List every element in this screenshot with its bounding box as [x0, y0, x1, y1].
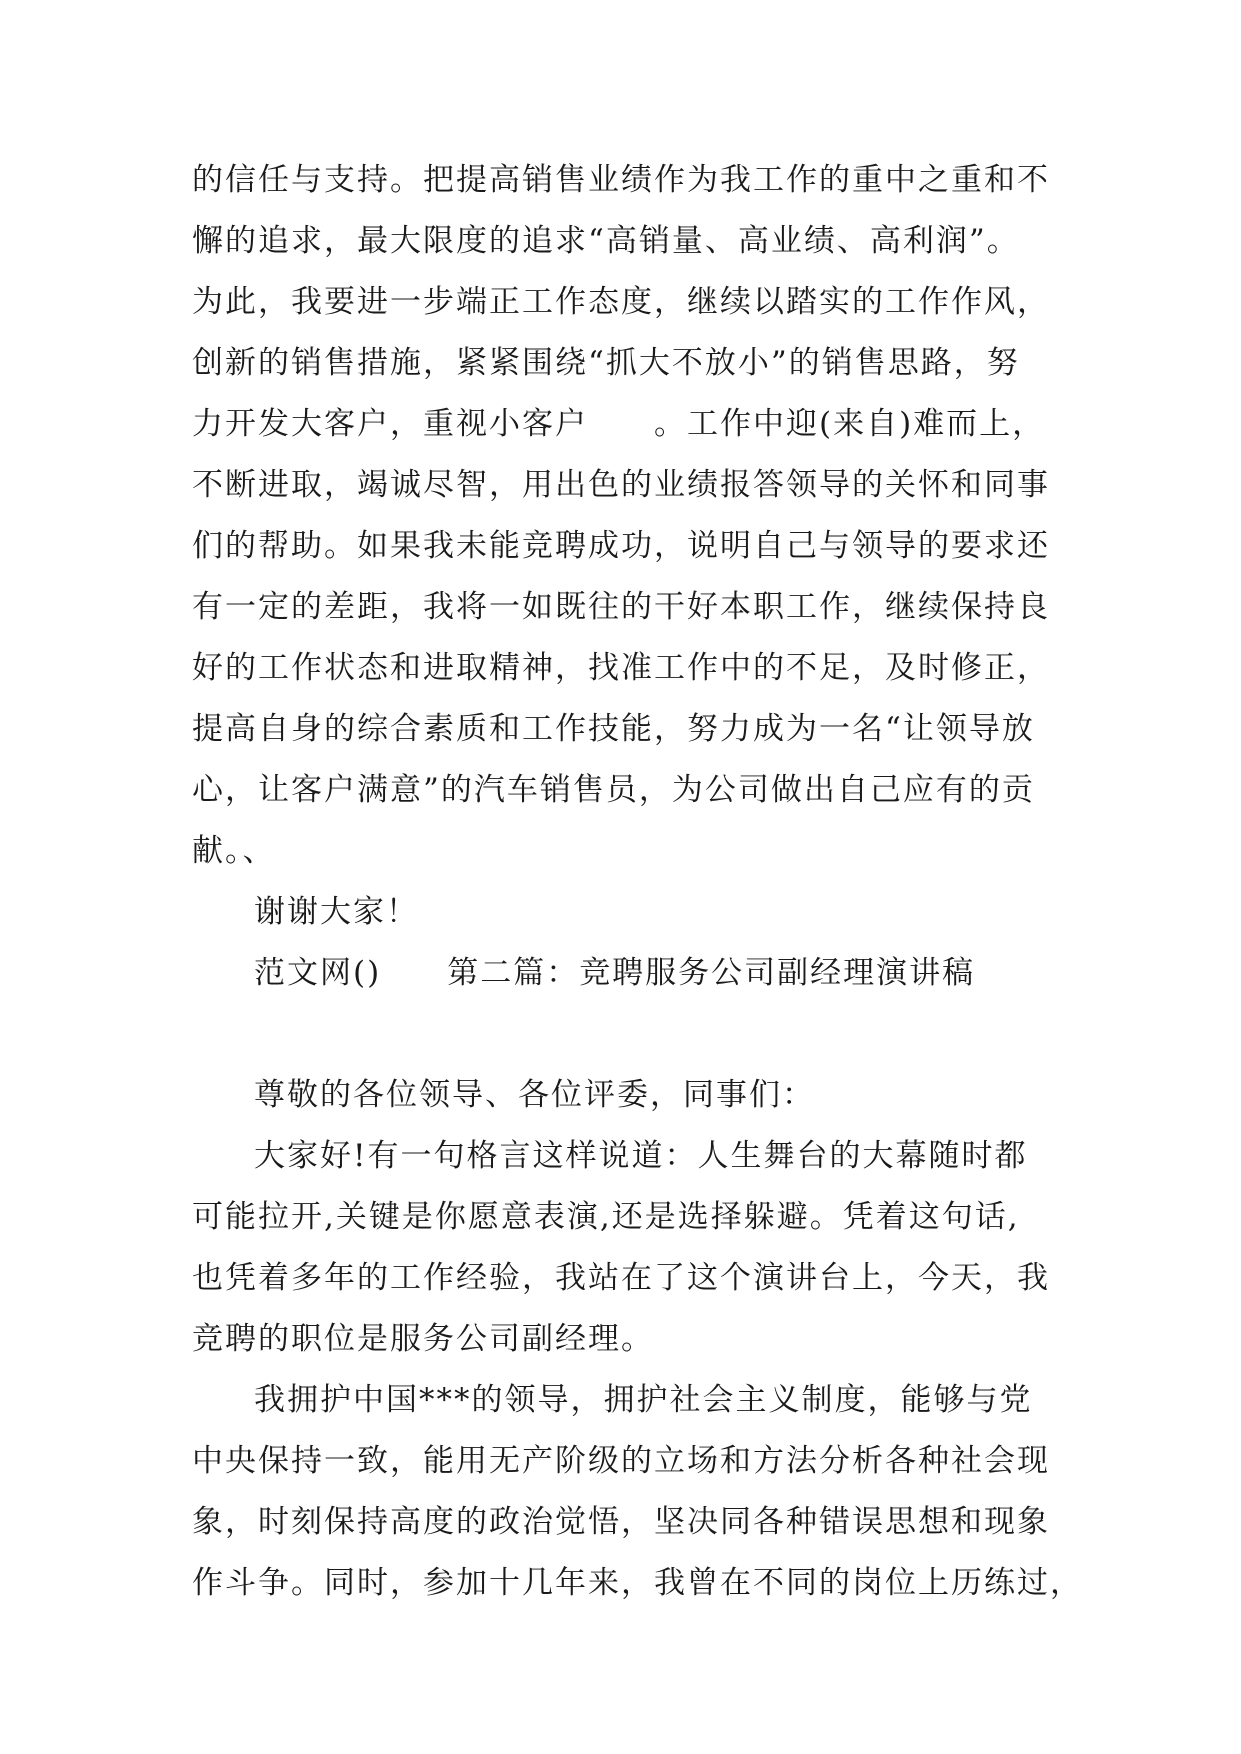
text-line: 大家好!有一句格言这样说道：人生舞台的大幕随时都: [254, 1138, 1028, 1174]
text-line: 懈的追求，最大限度的追求“高销量、高业绩、高利润”。: [192, 223, 1020, 259]
document-body: [192, 160, 1083, 1624]
text-line: 提高自身的综合素质和工作技能，努力成为一名“让领导放: [192, 711, 1035, 747]
paragraph-3: [192, 1380, 1083, 1603]
text-line: 好的工作状态和进取精神，找准工作中的不足，及时修正，: [192, 650, 1050, 686]
text-line: 象，时刻保持高度的政治觉悟，坚决同各种错误思想和现象: [192, 1504, 1050, 1540]
text-line: 中央保持一致，能用无产阶级的立场和方法分析各种社会现: [192, 1443, 1050, 1479]
text-line: 有一定的差距，我将一如既往的干好本职工作，继续保持良: [192, 589, 1050, 625]
text-line: 不断进取，竭诚尽智，用出色的业绩报答领导的关怀和同事: [192, 467, 1050, 503]
text-line: 心，让客户满意”的汽车销售员，为公司做出自己应有的贡: [192, 772, 1035, 808]
text-line: 我拥护中国***的领导，拥护社会主义制度，能够与党: [254, 1382, 1033, 1418]
text-line: 可能拉开,关键是你愿意表演,还是选择躲避。凭着这句话,: [192, 1199, 1020, 1235]
text-line: 为此，我要进一步端正工作态度，继续以踏实的工作作风，: [192, 284, 1050, 320]
text-line: 们的帮助。如果我未能竞聘成功，说明自己与领导的要求还: [192, 528, 1050, 564]
text-line: 的信任与支持。把提高销售业绩作为我工作的重中之重和不: [192, 162, 1050, 198]
thanks-line: 谢谢大家！: [254, 894, 419, 930]
text-line: 竞聘的职位是服务公司副经理。: [192, 1321, 654, 1357]
salutation: 尊敬的各位领导、各位评委，同事们：: [254, 1077, 815, 1113]
paragraph-1: [192, 160, 1072, 871]
text-line: 献。、: [192, 833, 276, 869]
section-heading: 范文网() 第二篇：竞聘服务公司副经理演讲稿: [254, 955, 976, 991]
text-line: 力开发大客户，重视小客户 。工作中迎(来自)难而上，: [192, 406, 1046, 442]
text-line: 创新的销售措施，紧紧围绕“抓大不放小”的销售思路，努: [192, 345, 1020, 381]
text-line: 也凭着多年的工作经验，我站在了这个演讲台上，今天，我: [192, 1260, 1050, 1296]
paragraph-2: [192, 1136, 1072, 1359]
blank-line: [192, 1014, 1072, 1054]
text-line: 作斗争。同时，参加十几年来，我曾在不同的岗位上历练过，: [192, 1565, 1083, 1601]
